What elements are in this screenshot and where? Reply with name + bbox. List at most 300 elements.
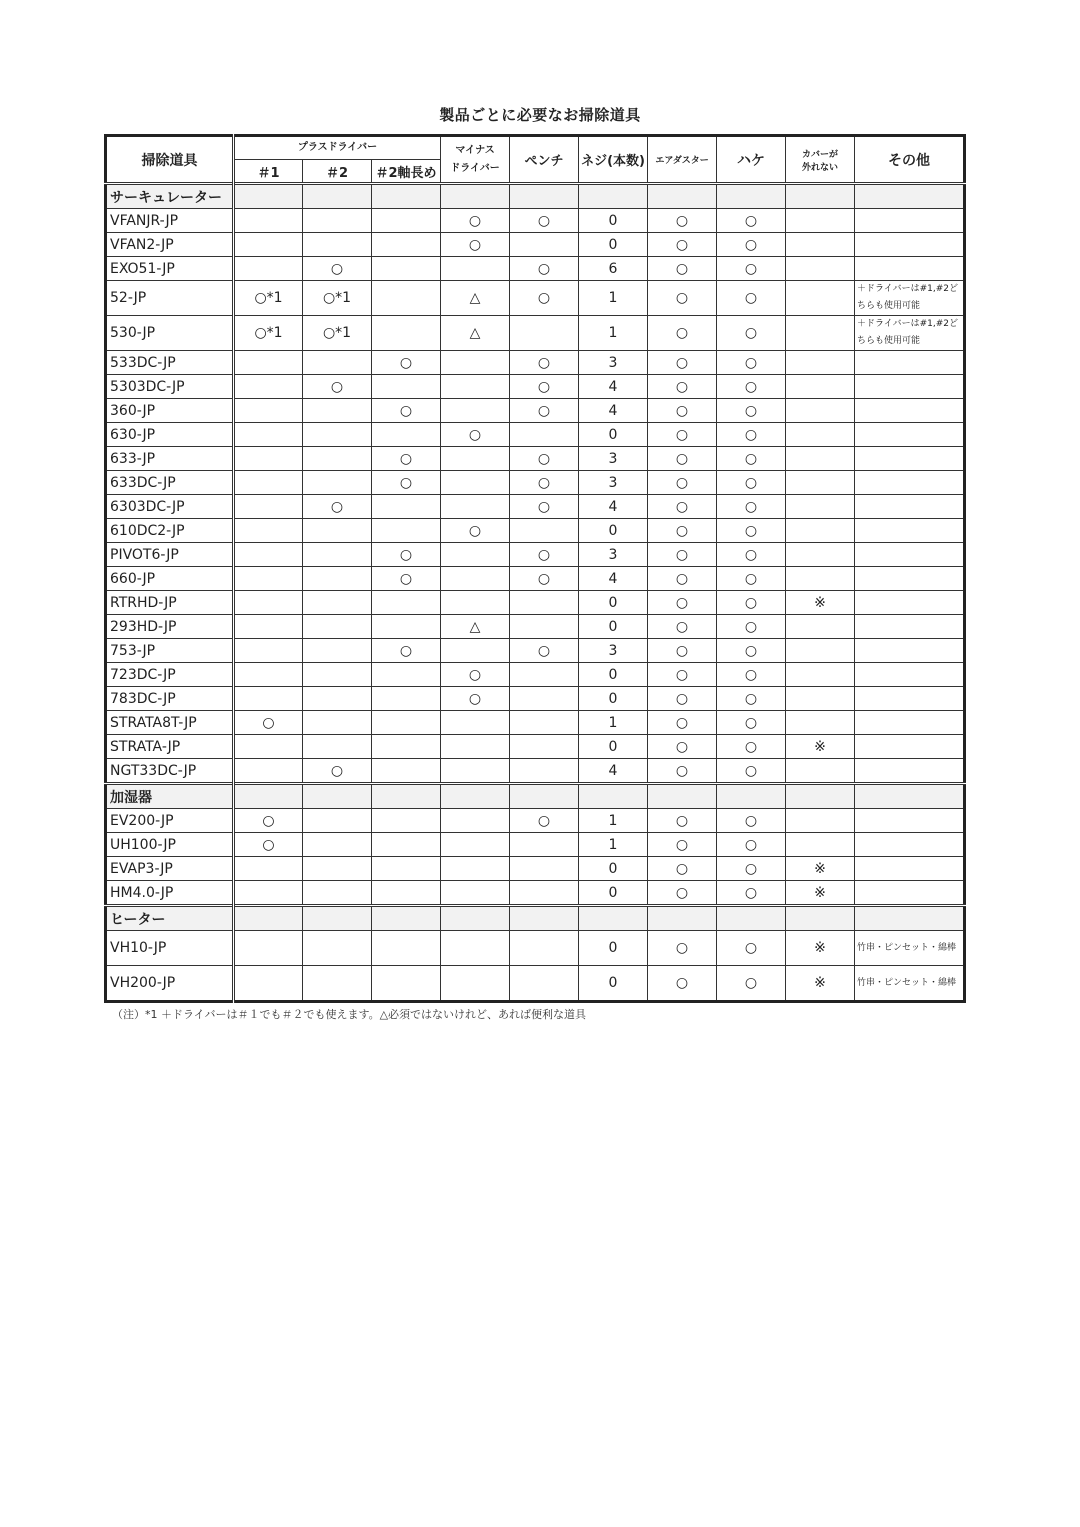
- cell-cover: [786, 399, 855, 423]
- cell-other: ＋ドライバーは#1,#2どちらも使用可能: [855, 316, 965, 351]
- cell-screws: 3: [579, 351, 648, 375]
- cell-screws: 0: [579, 881, 648, 906]
- table-row: [106, 495, 965, 519]
- cell-air: ○: [648, 316, 717, 351]
- cell-p1: [234, 471, 303, 495]
- category-row: [106, 184, 965, 209]
- cell-screws: 0: [579, 519, 648, 543]
- cell-minus: [441, 351, 510, 375]
- category-empty-cell: [441, 784, 510, 809]
- cell-minus: [441, 711, 510, 735]
- cell-p2l: [372, 316, 441, 351]
- cell-air: ○: [648, 519, 717, 543]
- cell-minus: [441, 495, 510, 519]
- cell-air: ○: [648, 857, 717, 881]
- cell-minus: △: [441, 281, 510, 316]
- cell-other: [855, 375, 965, 399]
- cell-other: [855, 209, 965, 233]
- cell-other: [855, 495, 965, 519]
- cell-air: ○: [648, 471, 717, 495]
- model-name: 723DC-JP: [106, 663, 234, 687]
- cell-p1: [234, 735, 303, 759]
- cell-brush: ○: [717, 881, 786, 906]
- cell-p1: [234, 759, 303, 784]
- cell-cover: [786, 759, 855, 784]
- cell-air: ○: [648, 881, 717, 906]
- header-plus-2-long: ＃2軸長め: [372, 160, 441, 184]
- cell-brush: ○: [717, 687, 786, 711]
- cell-p2: [303, 735, 372, 759]
- category-empty-cell: [786, 184, 855, 209]
- cell-screws: 4: [579, 567, 648, 591]
- cell-air: ○: [648, 809, 717, 833]
- table-row: [106, 209, 965, 233]
- model-name: 360-JP: [106, 399, 234, 423]
- cell-pliers: [510, 615, 579, 639]
- cell-other: ＋ドライバーは#1,#2どちらも使用可能: [855, 281, 965, 316]
- cell-p2: [303, 711, 372, 735]
- cell-brush: ○: [717, 735, 786, 759]
- cell-p2l: ○: [372, 399, 441, 423]
- cell-air: ○: [648, 639, 717, 663]
- cell-pliers: [510, 735, 579, 759]
- table-row: [106, 519, 965, 543]
- header-minus-driver-line1: マイナス: [455, 144, 495, 156]
- cell-screws: 0: [579, 423, 648, 447]
- cell-p1: [234, 881, 303, 906]
- cell-cover: [786, 375, 855, 399]
- cell-p2l: ○: [372, 471, 441, 495]
- cell-p2: ○: [303, 375, 372, 399]
- cell-p1: [234, 857, 303, 881]
- cell-pliers: [510, 233, 579, 257]
- table-row: [106, 809, 965, 833]
- cell-screws: 0: [579, 615, 648, 639]
- cell-minus: [441, 591, 510, 615]
- cell-brush: ○: [717, 966, 786, 1002]
- header-screws: ネジ(本数): [579, 136, 648, 184]
- model-name: EV200-JP: [106, 809, 234, 833]
- cell-other: [855, 399, 965, 423]
- cell-pliers: [510, 423, 579, 447]
- cell-brush: ○: [717, 615, 786, 639]
- cell-pliers: [510, 663, 579, 687]
- cell-minus: △: [441, 316, 510, 351]
- model-name: STRATA-JP: [106, 735, 234, 759]
- cell-other: [855, 447, 965, 471]
- cell-p1: [234, 375, 303, 399]
- cell-minus: [441, 567, 510, 591]
- cell-p1: ○: [234, 809, 303, 833]
- table-row: [106, 931, 965, 966]
- table-row: [106, 591, 965, 615]
- table-row: [106, 233, 965, 257]
- cell-other: [855, 857, 965, 881]
- category-empty-cell: [648, 784, 717, 809]
- cell-p1: [234, 209, 303, 233]
- cell-p1: [234, 399, 303, 423]
- cell-pliers: ○: [510, 209, 579, 233]
- model-name: RTRHD-JP: [106, 591, 234, 615]
- cell-pliers: [510, 687, 579, 711]
- cell-brush: ○: [717, 711, 786, 735]
- cell-pliers: ○: [510, 375, 579, 399]
- cell-brush: ○: [717, 471, 786, 495]
- cell-cover: [786, 833, 855, 857]
- cell-minus: [441, 931, 510, 966]
- cell-p2l: [372, 857, 441, 881]
- cell-screws: 3: [579, 639, 648, 663]
- cell-minus: [441, 543, 510, 567]
- cell-minus: [441, 399, 510, 423]
- cell-pliers: ○: [510, 639, 579, 663]
- cell-brush: ○: [717, 663, 786, 687]
- category-empty-cell: [303, 184, 372, 209]
- category-empty-cell: [579, 784, 648, 809]
- category-empty-cell: [372, 784, 441, 809]
- cell-p2: [303, 809, 372, 833]
- cell-air: ○: [648, 567, 717, 591]
- cell-p2: [303, 351, 372, 375]
- cell-other: [855, 591, 965, 615]
- cell-p2: [303, 567, 372, 591]
- cell-p2l: [372, 281, 441, 316]
- cell-cover: ※: [786, 931, 855, 966]
- cell-cover: [786, 543, 855, 567]
- cell-p1: ○: [234, 711, 303, 735]
- table-row: [106, 281, 965, 316]
- cell-air: ○: [648, 759, 717, 784]
- cell-air: ○: [648, 543, 717, 567]
- table-row: [106, 543, 965, 567]
- cell-air: ○: [648, 423, 717, 447]
- cell-cover: ※: [786, 591, 855, 615]
- model-name: 52-JP: [106, 281, 234, 316]
- cell-screws: 0: [579, 209, 648, 233]
- cell-screws: 0: [579, 735, 648, 759]
- cell-pliers: [510, 931, 579, 966]
- cell-screws: 0: [579, 931, 648, 966]
- table-row: [106, 881, 965, 906]
- cell-air: ○: [648, 833, 717, 857]
- cell-pliers: [510, 759, 579, 784]
- table-row: [106, 316, 965, 351]
- cell-minus: [441, 857, 510, 881]
- header-brush: ハケ: [717, 136, 786, 184]
- table-row: [106, 567, 965, 591]
- cell-other: 竹串・ピンセット・綿棒: [855, 966, 965, 1002]
- cell-air: ○: [648, 711, 717, 735]
- cell-air: ○: [648, 687, 717, 711]
- category-empty-cell: [234, 906, 303, 931]
- cell-screws: 4: [579, 399, 648, 423]
- cell-p2: [303, 663, 372, 687]
- cell-other: [855, 615, 965, 639]
- cell-cover: [786, 567, 855, 591]
- model-name: 6303DC-JP: [106, 495, 234, 519]
- table-row: [106, 375, 965, 399]
- cell-air: ○: [648, 735, 717, 759]
- cell-air: ○: [648, 375, 717, 399]
- header-minus-driver-line2: ドライバー: [450, 162, 500, 174]
- cell-pliers: ○: [510, 257, 579, 281]
- cell-p2l: [372, 931, 441, 966]
- cell-brush: ○: [717, 423, 786, 447]
- cell-p1: [234, 233, 303, 257]
- model-name: STRATA8T-JP: [106, 711, 234, 735]
- cell-p1: [234, 931, 303, 966]
- category-empty-cell: [303, 784, 372, 809]
- cell-air: ○: [648, 233, 717, 257]
- cell-air: ○: [648, 615, 717, 639]
- table-row: [106, 639, 965, 663]
- category-empty-cell: [855, 184, 965, 209]
- table-row: [106, 423, 965, 447]
- cell-brush: ○: [717, 375, 786, 399]
- cell-cover: [786, 209, 855, 233]
- cell-cover: [786, 423, 855, 447]
- cell-brush: ○: [717, 833, 786, 857]
- cell-other: [855, 687, 965, 711]
- cell-minus: [441, 447, 510, 471]
- cell-screws: 0: [579, 591, 648, 615]
- cell-minus: [441, 257, 510, 281]
- cell-p2l: ○: [372, 567, 441, 591]
- cell-minus: ○: [441, 209, 510, 233]
- cell-p2: [303, 471, 372, 495]
- cell-brush: ○: [717, 759, 786, 784]
- category-empty-cell: [855, 784, 965, 809]
- table-row: [106, 687, 965, 711]
- category-empty-cell: [510, 906, 579, 931]
- cell-cover: [786, 711, 855, 735]
- cell-other: [855, 543, 965, 567]
- cell-p2: [303, 543, 372, 567]
- cell-brush: ○: [717, 399, 786, 423]
- cell-screws: 1: [579, 711, 648, 735]
- cell-pliers: ○: [510, 471, 579, 495]
- cell-brush: ○: [717, 639, 786, 663]
- cell-screws: 3: [579, 543, 648, 567]
- cell-p1: [234, 351, 303, 375]
- model-name: 5303DC-JP: [106, 375, 234, 399]
- cell-air: ○: [648, 966, 717, 1002]
- cell-screws: 6: [579, 257, 648, 281]
- cell-screws: 0: [579, 857, 648, 881]
- cell-cover: [786, 471, 855, 495]
- table-row: [106, 759, 965, 784]
- category-empty-cell: [786, 906, 855, 931]
- table-row: [106, 351, 965, 375]
- table-row: [106, 735, 965, 759]
- cell-other: [855, 567, 965, 591]
- cell-other: [855, 423, 965, 447]
- category-empty-cell: [648, 906, 717, 931]
- category-empty-cell: [510, 184, 579, 209]
- cell-p2l: ○: [372, 351, 441, 375]
- cell-p2: [303, 857, 372, 881]
- cell-p2l: [372, 966, 441, 1002]
- cell-minus: [441, 471, 510, 495]
- cell-screws: 1: [579, 316, 648, 351]
- model-name: VH10-JP: [106, 931, 234, 966]
- model-name: 630-JP: [106, 423, 234, 447]
- cell-p1: [234, 519, 303, 543]
- cell-minus: ○: [441, 519, 510, 543]
- cell-p2l: ○: [372, 639, 441, 663]
- header-tool: 掃除道具: [106, 136, 234, 184]
- cell-pliers: ○: [510, 809, 579, 833]
- cell-p2l: [372, 209, 441, 233]
- cell-p2: [303, 966, 372, 1002]
- model-name: HM4.0-JP: [106, 881, 234, 906]
- table-row: [106, 257, 965, 281]
- cell-p2: [303, 881, 372, 906]
- cell-cover: [786, 233, 855, 257]
- header-minus-driver: [441, 136, 510, 184]
- cell-p1: ○*1: [234, 281, 303, 316]
- cell-brush: ○: [717, 519, 786, 543]
- category-empty-cell: [441, 906, 510, 931]
- cell-screws: 1: [579, 833, 648, 857]
- cell-screws: 4: [579, 759, 648, 784]
- category-empty-cell: [786, 784, 855, 809]
- header-cover-line2: 外れない: [802, 162, 839, 173]
- cell-p2: [303, 209, 372, 233]
- cell-air: ○: [648, 257, 717, 281]
- cell-cover: [786, 257, 855, 281]
- cell-pliers: [510, 833, 579, 857]
- cell-p2: [303, 519, 372, 543]
- category-empty-cell: [234, 184, 303, 209]
- cell-pliers: ○: [510, 399, 579, 423]
- header-cover: [786, 136, 855, 184]
- cell-minus: [441, 833, 510, 857]
- category-row: [106, 784, 965, 809]
- table-row: [106, 447, 965, 471]
- category-empty-cell: [579, 906, 648, 931]
- model-name: NGT33DC-JP: [106, 759, 234, 784]
- cell-screws: 0: [579, 966, 648, 1002]
- cell-minus: ○: [441, 423, 510, 447]
- cell-p2: [303, 399, 372, 423]
- header-plus-2: ＃2: [303, 160, 372, 184]
- table-row: [106, 663, 965, 687]
- cell-screws: 0: [579, 687, 648, 711]
- model-name: 633-JP: [106, 447, 234, 471]
- cell-other: [855, 639, 965, 663]
- cell-brush: ○: [717, 591, 786, 615]
- header-air-duster: エアダスター: [648, 136, 717, 184]
- cell-air: ○: [648, 399, 717, 423]
- cell-other: [855, 735, 965, 759]
- cell-other: [855, 833, 965, 857]
- cell-p2: [303, 639, 372, 663]
- page-title: 製品ごとに必要なお掃除道具: [439, 106, 641, 124]
- cell-cover: [786, 809, 855, 833]
- cell-other: [855, 663, 965, 687]
- cell-cover: [786, 639, 855, 663]
- cell-p2l: [372, 423, 441, 447]
- cell-brush: ○: [717, 543, 786, 567]
- cell-screws: 3: [579, 471, 648, 495]
- cell-p1: [234, 663, 303, 687]
- category-name: サーキュレーター: [106, 184, 234, 209]
- cell-pliers: [510, 711, 579, 735]
- category-empty-cell: [510, 784, 579, 809]
- cell-p1: [234, 687, 303, 711]
- cell-other: [855, 233, 965, 257]
- category-empty-cell: [372, 184, 441, 209]
- cell-minus: [441, 809, 510, 833]
- cell-p2: ○: [303, 759, 372, 784]
- cell-p2l: [372, 519, 441, 543]
- cell-pliers: [510, 316, 579, 351]
- cell-screws: 4: [579, 375, 648, 399]
- header-pliers: ペンチ: [510, 136, 579, 184]
- cell-p1: [234, 495, 303, 519]
- cell-pliers: [510, 881, 579, 906]
- model-name: 660-JP: [106, 567, 234, 591]
- model-name: VH200-JP: [106, 966, 234, 1002]
- cell-cover: ※: [786, 966, 855, 1002]
- model-name: 293HD-JP: [106, 615, 234, 639]
- category-empty-cell: [234, 784, 303, 809]
- cell-other: 竹串・ピンセット・綿棒: [855, 931, 965, 966]
- cell-brush: ○: [717, 809, 786, 833]
- cell-other: [855, 759, 965, 784]
- cell-other: [855, 471, 965, 495]
- cell-cover: ※: [786, 857, 855, 881]
- model-name: 610DC2-JP: [106, 519, 234, 543]
- cell-p1: [234, 423, 303, 447]
- model-name: VFAN2-JP: [106, 233, 234, 257]
- cell-pliers: ○: [510, 281, 579, 316]
- category-empty-cell: [717, 906, 786, 931]
- cell-p2: [303, 833, 372, 857]
- cell-p2: [303, 615, 372, 639]
- cell-p2: ○: [303, 257, 372, 281]
- cell-air: ○: [648, 495, 717, 519]
- cell-brush: ○: [717, 351, 786, 375]
- category-empty-cell: [717, 784, 786, 809]
- table-row: [106, 399, 965, 423]
- cell-cover: [786, 447, 855, 471]
- cell-pliers: ○: [510, 495, 579, 519]
- cell-minus: [441, 375, 510, 399]
- cell-p1: [234, 257, 303, 281]
- model-name: VFANJR-JP: [106, 209, 234, 233]
- header-plus-driver: プラスドライバー: [234, 136, 441, 160]
- cell-p1: [234, 966, 303, 1002]
- table-row: [106, 833, 965, 857]
- cell-pliers: ○: [510, 543, 579, 567]
- cell-p2l: [372, 687, 441, 711]
- model-name: 530-JP: [106, 316, 234, 351]
- cell-cover: [786, 281, 855, 316]
- cell-p2l: ○: [372, 543, 441, 567]
- model-name: 633DC-JP: [106, 471, 234, 495]
- table-row: [106, 857, 965, 881]
- category-empty-cell: [303, 906, 372, 931]
- cell-cover: ※: [786, 881, 855, 906]
- cell-brush: ○: [717, 209, 786, 233]
- cell-other: [855, 257, 965, 281]
- cell-brush: ○: [717, 257, 786, 281]
- cell-brush: ○: [717, 447, 786, 471]
- category-empty-cell: [579, 184, 648, 209]
- table-row: [106, 966, 965, 1002]
